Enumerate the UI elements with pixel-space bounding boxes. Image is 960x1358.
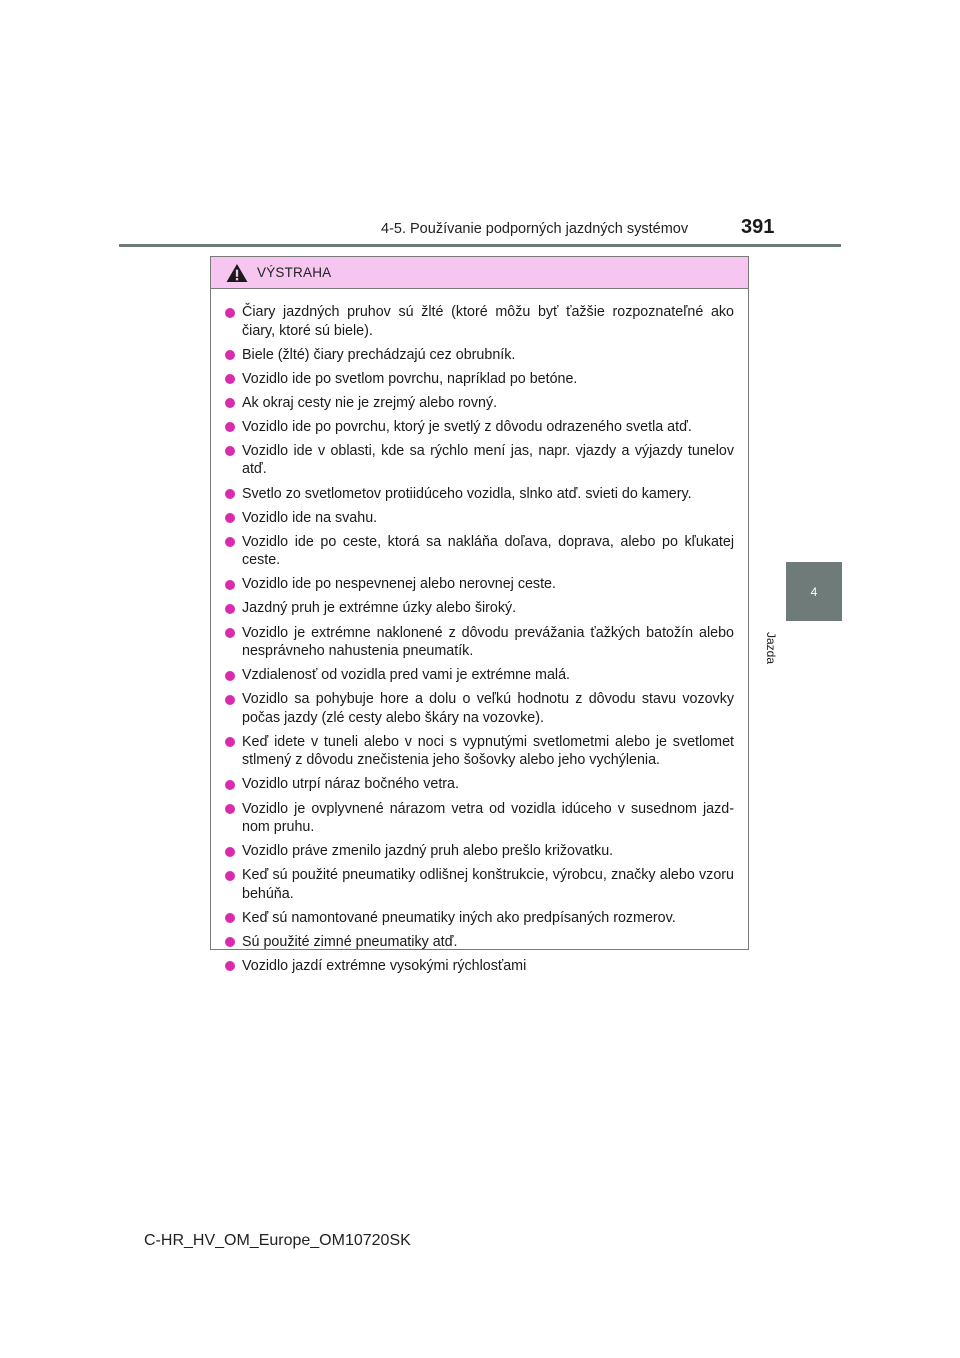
warning-header bbox=[211, 257, 748, 289]
list-item bbox=[225, 394, 734, 413]
list-item-text: Svetlo zo svetlometov protiidúceho vozidla, slnko atď. svieti do kamery. bbox=[242, 485, 692, 502]
bullet-icon bbox=[225, 422, 235, 432]
list-item bbox=[225, 933, 734, 952]
list-item bbox=[225, 775, 734, 794]
list-item-text: Vozidlo utrpí náraz bočného vetra. bbox=[242, 776, 459, 793]
bullet-icon bbox=[225, 780, 235, 790]
list-item bbox=[225, 866, 734, 903]
bullet-icon bbox=[225, 847, 235, 857]
bullet-icon bbox=[225, 937, 235, 947]
chapter-tab bbox=[786, 562, 842, 621]
section-title: 4-5. Používanie podporných jazdných systémov bbox=[381, 221, 689, 237]
list-item-text: Sú použité zimné pneumatiky atď. bbox=[242, 933, 458, 950]
list-item bbox=[225, 733, 734, 770]
list-item bbox=[225, 303, 734, 340]
list-item-text: Čiary jazdných pruhov sú žlté (ktoré môžu byť ťažšie rozpoznateľné ako čiary, ktoré sú biele). bbox=[242, 304, 734, 339]
bullet-icon bbox=[225, 871, 235, 881]
bullet-icon bbox=[225, 913, 235, 923]
document-code: C-HR_HV_OM_Europe_OM10720SK bbox=[144, 1232, 411, 1249]
chapter-number: 4 bbox=[810, 584, 818, 599]
list-item bbox=[225, 800, 734, 837]
bullet-icon bbox=[225, 604, 235, 614]
bullet-icon bbox=[225, 961, 235, 971]
bullet-icon bbox=[225, 671, 235, 681]
list-item-text: Vozidlo práve zmenilo jazdný pruh alebo prešlo križovatku. bbox=[242, 843, 614, 860]
bullet-icon bbox=[225, 350, 235, 360]
chapter-label: Jazda bbox=[764, 632, 778, 665]
list-item-text: Keď sú použité pneumatiky odlišnej konštrukcie, výrobcu, značky alebo vzoru behúňa. bbox=[242, 867, 734, 902]
warning-box bbox=[210, 256, 749, 974]
list-item-text: Jazdný pruh je extrémne úzky alebo široký. bbox=[242, 600, 517, 617]
list-item-text: Vozidlo ide po povrchu, ktorý je svetlý z dôvodu odrazeného svetla atď. bbox=[242, 418, 692, 435]
list-item bbox=[225, 370, 734, 389]
list-item bbox=[225, 346, 734, 365]
bullet-icon bbox=[225, 804, 235, 814]
list-item-text: Keď idete v tuneli alebo v noci s vypnutými svetlometmi alebo je svetlomet stlmený z dôvodu znečistenia jeho šošovky alebo jeho vychýlenia. bbox=[242, 733, 734, 769]
list-item-text: Vozidlo ide po nespevnenej alebo nerovnej ceste. bbox=[242, 576, 556, 593]
list-item bbox=[225, 599, 734, 618]
bullet-icon bbox=[225, 695, 235, 705]
list-item-text: Ak okraj cesty nie je zrejmý alebo rovný. bbox=[242, 394, 498, 411]
bullet-icon bbox=[225, 628, 235, 638]
list-item-text: Keď sú namontované pneumatiky iných ako predpísaných rozmerov. bbox=[242, 909, 676, 926]
warning-triangle-icon bbox=[225, 263, 249, 283]
list-item bbox=[225, 666, 734, 685]
bullet-icon bbox=[225, 489, 235, 499]
list-item bbox=[225, 624, 734, 661]
list-item-text: Vozidlo ide na svahu. bbox=[242, 509, 378, 526]
list-item bbox=[225, 485, 734, 504]
bullet-icon bbox=[225, 398, 235, 408]
bullet-icon bbox=[225, 374, 235, 384]
list-item bbox=[225, 957, 734, 976]
list-item-text: Vozidlo je extrémne naklonené z dôvodu prevážania ťažkých batožín alebo nesprávneho nahustenia pneumatík. bbox=[242, 624, 734, 660]
list-item-text: Vozidlo ide po svetlom povrchu, napríklad po betóne. bbox=[242, 370, 578, 387]
bullet-icon bbox=[225, 737, 235, 747]
list-item-text: Vozidlo je ovplyvnené nárazom vetra od vozidla idúceho v susednom jazd-nom pruhu. bbox=[242, 800, 734, 835]
header-divider bbox=[119, 244, 841, 247]
bullet-icon bbox=[225, 513, 235, 523]
list-item-text: Vzdialenosť od vozidla pred vami je extrémne malá. bbox=[242, 667, 570, 684]
warning-list bbox=[211, 289, 748, 975]
list-item bbox=[225, 842, 734, 861]
bullet-icon bbox=[225, 537, 235, 547]
list-item bbox=[225, 533, 734, 570]
list-item bbox=[225, 442, 734, 479]
list-item-text: Vozidlo ide po ceste, ktorá sa nakláňa doľava, doprava, alebo po kľukatej ceste. bbox=[242, 533, 734, 569]
list-item bbox=[225, 690, 734, 727]
list-item bbox=[225, 509, 734, 528]
list-item-text: Vozidlo jazdí extrémne vysokými rýchlosťami bbox=[242, 957, 527, 974]
list-item bbox=[225, 575, 734, 594]
bullet-icon bbox=[225, 446, 235, 456]
list-item-text: Vozidlo sa pohybuje hore a dolu o veľkú hodnotu z dôvodu stavu vozovky počas jazdy (zlé cesty alebo škáry na vozovke). bbox=[242, 691, 734, 726]
page-number: 391 bbox=[741, 216, 775, 238]
list-item-text: Biele (žlté) čiary prechádzajú cez obrubník. bbox=[242, 346, 516, 363]
list-item-text: Vozidlo ide v oblasti, kde sa rýchlo mení jas, napr. vjazdy a výjazdy tunelov atď. bbox=[242, 442, 734, 478]
bullet-icon bbox=[225, 580, 235, 590]
list-item bbox=[225, 909, 734, 928]
list-item bbox=[225, 418, 734, 437]
warning-title: VÝSTRAHA bbox=[257, 265, 332, 280]
bullet-icon bbox=[225, 308, 235, 318]
